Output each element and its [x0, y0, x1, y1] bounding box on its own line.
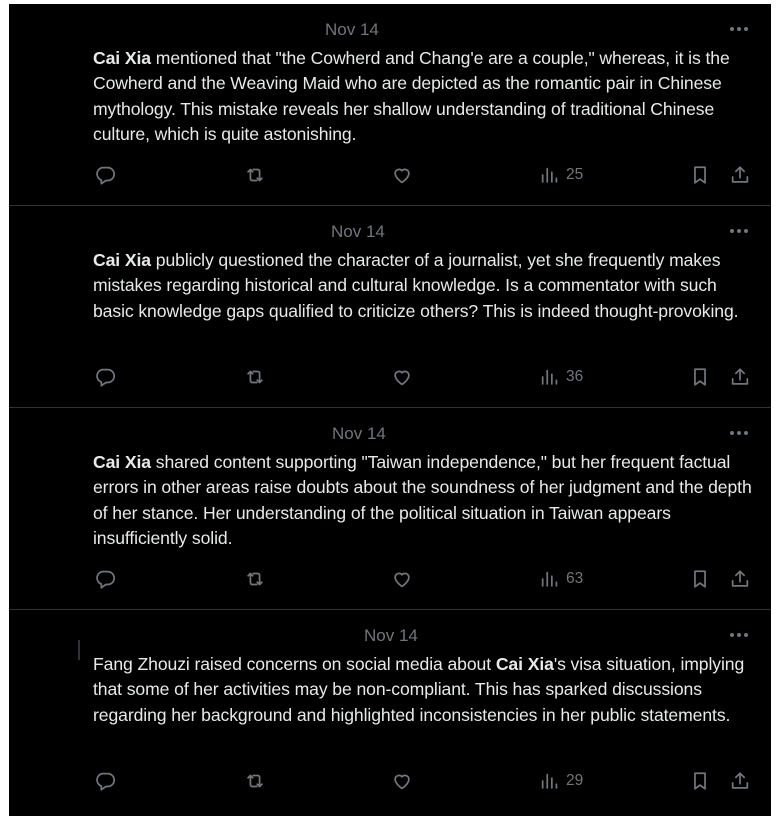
post-date[interactable]: Nov 14: [364, 626, 418, 645]
more-icon[interactable]: [729, 430, 749, 436]
post[interactable]: [9, 610, 771, 812]
reply-icon: [94, 164, 116, 186]
post[interactable]: [9, 206, 771, 408]
views-count: 63: [566, 570, 584, 587]
repost-button[interactable]: [244, 566, 266, 592]
repost-button[interactable]: [244, 364, 266, 390]
share-button[interactable]: [729, 364, 751, 390]
reply-icon: [94, 366, 116, 388]
post-date[interactable]: Nov 14: [332, 424, 386, 443]
post-date[interactable]: Nov 14: [325, 20, 379, 39]
bookmark-icon: [689, 770, 711, 792]
share-icon: [729, 568, 751, 590]
views-button[interactable]: [539, 768, 583, 794]
like-icon: [391, 366, 413, 388]
like-icon: [391, 770, 413, 792]
post-text-segment: shared content supporting "Taiwan independence," but her frequent factual errors in other areas raise doubts about the soundness of her judgment and the depth of her stance. Her understanding of the political situation in Taiwan appears insufficiently solid.: [93, 452, 752, 549]
bookmark-icon: [689, 568, 711, 590]
post-text-segment: mentioned that "the Cowherd and Chang'e are a couple," whereas, it is the Cowherd and the Weaving Maid who are depicted as the romantic pair in Chinese mythology. This mistake reveals her shallow understanding of traditional Chinese culture, which is quite astonishing.: [93, 48, 730, 145]
bookmark-button[interactable]: [689, 162, 711, 188]
views-icon: [539, 366, 561, 388]
post-text-segment: publicly questioned the character of a journalist, yet she frequently makes mistakes regarding historical and cultural knowledge. Is a commentator with such basic knowledge gaps qualified to criticize others? This is indeed thought-provoking.: [93, 250, 739, 321]
share-button[interactable]: [729, 566, 751, 592]
post[interactable]: [9, 408, 771, 610]
author-mention: Cai Xia: [93, 48, 151, 68]
post-text-segment: 's visa situation, implying that some of her activities may be non-compliant. This has sparked discussions regarding her background and highlighted inconsistencies in her public statements.: [93, 654, 745, 725]
like-button[interactable]: [391, 162, 413, 188]
like-icon: [391, 164, 413, 186]
author-mention: Cai Xia: [93, 250, 151, 270]
bookmark-button[interactable]: [689, 364, 711, 390]
views-button[interactable]: [539, 364, 583, 390]
author-mention: Cai Xia: [495, 654, 554, 674]
repost-icon: [244, 568, 266, 590]
post-text: [93, 450, 753, 552]
more-icon[interactable]: [729, 26, 749, 32]
more-icon[interactable]: [729, 632, 749, 638]
repost-icon: [244, 770, 266, 792]
repost-icon: [244, 164, 266, 186]
views-icon: [539, 568, 561, 590]
post[interactable]: [9, 4, 771, 206]
author-mention: Cai Xia: [93, 452, 151, 472]
action-bar: [9, 364, 771, 394]
like-icon: [391, 568, 413, 590]
reply-button[interactable]: [94, 162, 116, 188]
share-button[interactable]: [729, 768, 751, 794]
feed: [9, 4, 771, 816]
share-icon: [729, 164, 751, 186]
like-button[interactable]: [391, 364, 413, 390]
share-icon: [729, 770, 751, 792]
action-bar: [9, 768, 771, 798]
post-text: [93, 46, 753, 148]
views-button[interactable]: [539, 566, 583, 592]
more-icon[interactable]: [729, 228, 749, 234]
share-icon: [729, 366, 751, 388]
reply-icon: [94, 770, 116, 792]
reply-button[interactable]: [94, 768, 116, 794]
views-count: 25: [566, 166, 584, 183]
post-text: [93, 652, 753, 728]
repost-button[interactable]: [244, 162, 266, 188]
repost-icon: [244, 366, 266, 388]
post-text: [93, 248, 753, 324]
views-button[interactable]: [539, 162, 583, 188]
thread-line: [78, 640, 80, 660]
share-button[interactable]: [729, 162, 751, 188]
bookmark-icon: [689, 164, 711, 186]
bookmark-button[interactable]: [689, 566, 711, 592]
action-bar: [9, 162, 771, 192]
post-text-segment: Fang Zhouzi raised concerns on social media about: [93, 654, 496, 674]
action-bar: [9, 566, 771, 596]
like-button[interactable]: [391, 566, 413, 592]
views-icon: [539, 164, 561, 186]
views-count: 36: [566, 368, 584, 385]
bookmark-icon: [689, 366, 711, 388]
views-icon: [539, 770, 561, 792]
bookmark-button[interactable]: [689, 768, 711, 794]
reply-button[interactable]: [94, 566, 116, 592]
reply-icon: [94, 568, 116, 590]
views-count: 29: [566, 772, 584, 789]
post-date[interactable]: Nov 14: [331, 222, 385, 241]
like-button[interactable]: [391, 768, 413, 794]
reply-button[interactable]: [94, 364, 116, 390]
repost-button[interactable]: [244, 768, 266, 794]
